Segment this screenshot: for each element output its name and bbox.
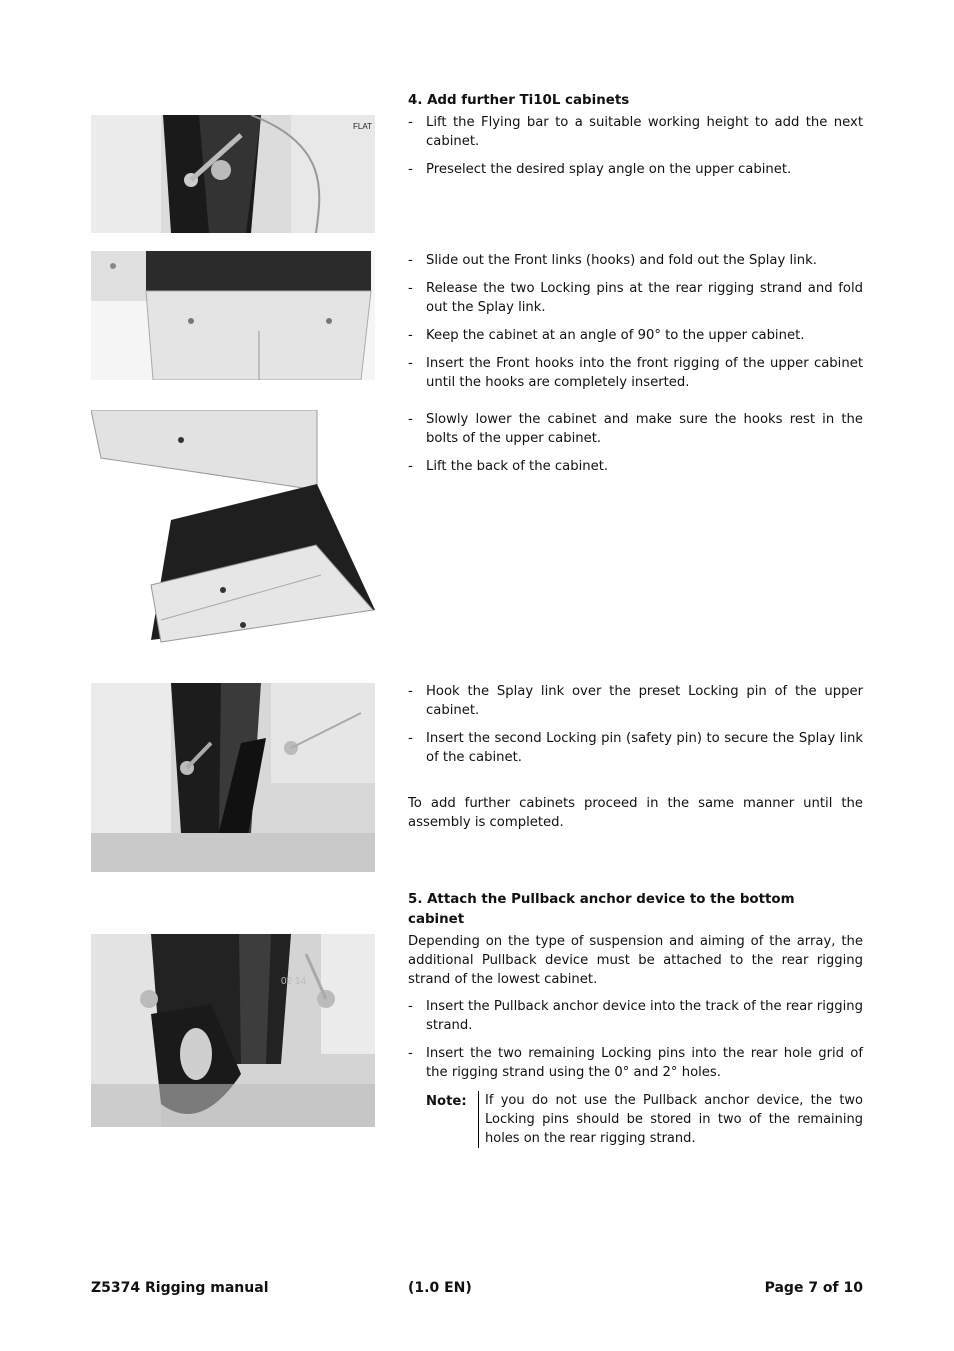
section4-group3-list (408, 410, 863, 476)
section4-group2 (408, 251, 863, 401)
list-item: - Insert the two remaining Locking pins into the rear hole grid of the rigging strand using the 0° and 2° holes. (408, 1046, 863, 1080)
section4-heading: 4. Add further Ti10L cabinets (408, 93, 630, 108)
list-item: - Slide out the Front links (hooks) and fold out the Splay link. (408, 253, 817, 268)
list-item: - Lift the back of the cabinet. (408, 459, 609, 474)
list-item: - Insert the second Locking pin (safety pin) to secure the Splay link of the cabinet. (408, 731, 863, 765)
list-item: - Keep the cabinet at an angle of 90° to the upper cabinet. (408, 328, 805, 343)
footer-doc-title: Z5374 Rigging manual (91, 1280, 269, 1296)
section4-group2-list (408, 251, 863, 392)
list-item: - Lift the Flying bar to a suitable working height to add the next cabinet. (408, 115, 863, 149)
photo-splay-link-locking-pin (91, 683, 375, 872)
section5-heading: 5. Attach the Pullback anchor device to the bottom cabinet (408, 892, 795, 927)
section5-intro: Depending on the type of suspension and aiming of the array, the additional Pullback device must be attached to the rear rigging strand of the lowest cabinet. (408, 934, 863, 987)
list-item: - Slowly lower the cabinet and make sure the hooks rest in the bolts of the upper cabinet. (408, 412, 863, 446)
section4-group4-list (408, 682, 863, 767)
footer-version: (1.0 EN) (408, 1280, 472, 1296)
list-item: - Release the two Locking pins at the rear rigging strand and fold out the Splay link. (408, 281, 863, 315)
list-item: - Hook the Splay link over the preset Locking pin of the upper cabinet. (408, 684, 863, 718)
footer-page-number: Page 7 of 10 (764, 1280, 863, 1296)
list-item: - Insert the Front hooks into the front rigging of the upper cabinet until the hooks are completely inserted. (408, 356, 863, 390)
section4-closing: To add further cabinets proceed in the same manner until the assembly is completed. (408, 796, 863, 830)
note-text: If you do not use the Pullback anchor device, the two Locking pins should be stored in two of the remaining holes on the rear rigging strand. (478, 1091, 863, 1148)
photo-rear-rigging-locking-pin (91, 115, 375, 233)
section4-group3 (408, 410, 863, 485)
section5-steps (408, 997, 863, 1082)
photo-pullback-anchor-device (91, 934, 375, 1127)
photo-lowering-cabinet (91, 410, 375, 665)
section4-group4 (408, 682, 863, 840)
list-item: - Preselect the desired splay angle on the upper cabinet. (408, 162, 792, 177)
note-label: Note: (426, 1094, 467, 1109)
section4-group1 (408, 91, 863, 188)
photo5-mark-text: 02 14 (281, 976, 307, 987)
section5 (408, 890, 863, 1148)
section4-group1-list (408, 113, 863, 179)
note-box (426, 1091, 863, 1148)
list-item: - Insert the Pullback anchor device into the track of the rear rigging strand. (408, 999, 863, 1033)
photo1-mark-text: FLAT (353, 122, 372, 131)
photo-cabinet-top-view (91, 251, 375, 380)
